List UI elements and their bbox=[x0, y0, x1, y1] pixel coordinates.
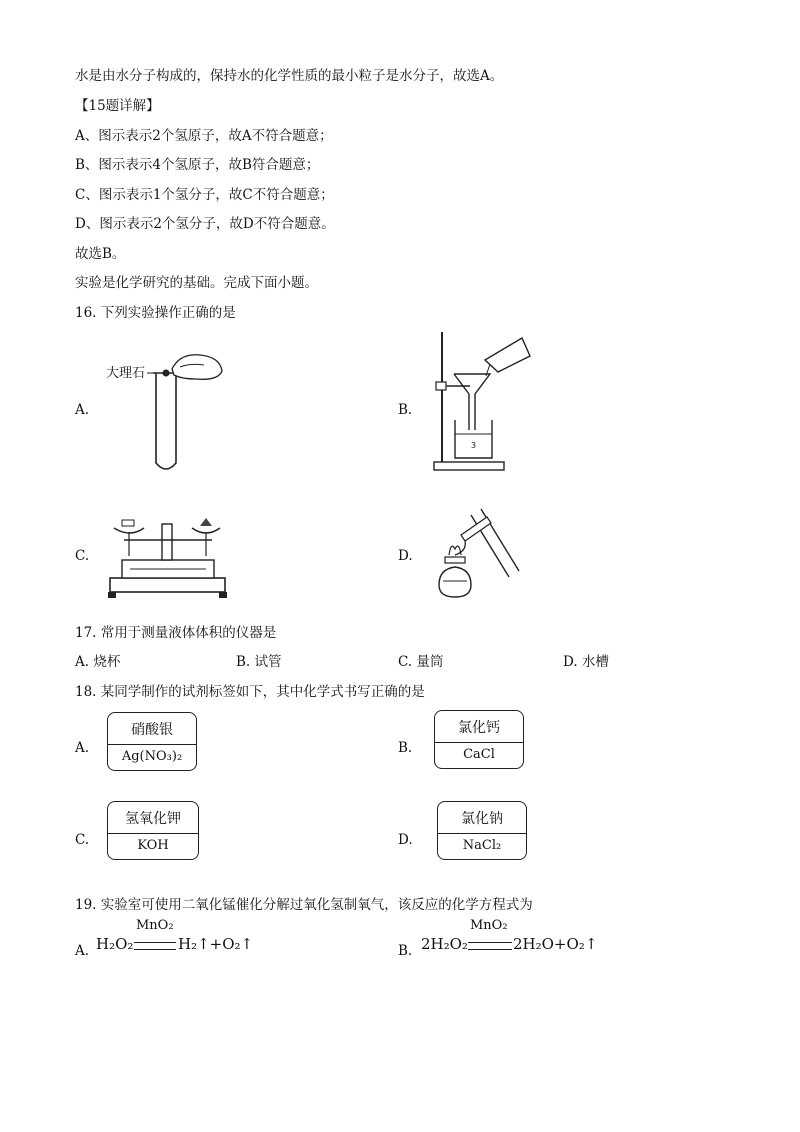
reagent-name-d: 氯化钠 bbox=[461, 811, 503, 827]
reagent-label-a bbox=[107, 712, 197, 771]
q19-option-b-label[interactable]: B. bbox=[398, 943, 413, 959]
equation-b-equals-sign bbox=[468, 942, 512, 950]
equation-a-right: H₂↑+O₂↑ bbox=[178, 935, 254, 953]
section-heading: 【15题详解】 bbox=[75, 98, 160, 114]
equation-b-right: 2H₂O+O₂↑ bbox=[513, 935, 598, 953]
equation-b-left: 2H₂O₂ bbox=[421, 935, 468, 953]
marble-label: 大理石 bbox=[106, 366, 146, 381]
equation-a-equals-sign bbox=[134, 942, 176, 950]
reagent-name-b: 氯化钙 bbox=[458, 720, 500, 736]
question-17-stem: 17. 常用于测量液体体积的仪器是 bbox=[75, 625, 277, 641]
q16-option-c-label[interactable]: C. bbox=[75, 548, 90, 564]
text-line-answer: 故选B。 bbox=[75, 246, 126, 262]
q17-option-a[interactable]: A. 烧杯 bbox=[75, 654, 121, 670]
text-line-c: C、图示表示1个氢分子，故C不符合题意； bbox=[75, 187, 334, 203]
q18-option-d-label[interactable]: D. bbox=[398, 832, 413, 848]
heating-test-tube-figure bbox=[425, 505, 525, 605]
reagent-label-d bbox=[437, 801, 527, 860]
q18-option-c-label[interactable]: C. bbox=[75, 832, 90, 848]
q18-option-b-label[interactable]: B. bbox=[398, 740, 413, 756]
label-divider bbox=[435, 742, 523, 743]
q17-option-d[interactable]: D. 水槽 bbox=[563, 654, 609, 670]
label-divider bbox=[438, 833, 526, 834]
text-line-intro: 实验是化学研究的基础。完成下面小题。 bbox=[75, 275, 318, 291]
reagent-formula-d: NaCl₂ bbox=[462, 838, 502, 853]
equation-b-catalyst: MnO₂ bbox=[470, 918, 508, 933]
text-line-b: B、图示表示4个氢原子，故B符合题意； bbox=[75, 157, 320, 173]
reagent-formula-b: CaCl bbox=[463, 747, 495, 762]
reagent-label-b bbox=[434, 710, 524, 769]
q17-option-b[interactable]: B. 试管 bbox=[236, 654, 282, 670]
question-16-stem: 16. 下列实验操作正确的是 bbox=[75, 305, 236, 321]
q17-option-c[interactable]: C. 量筒 bbox=[398, 654, 444, 670]
equation-a-left: H₂O₂ bbox=[96, 935, 134, 953]
reagent-formula-a: Ag(NO₃)₂ bbox=[121, 749, 183, 764]
text-line-d: D、图示表示2个氢分子，故D不符合题意。 bbox=[75, 216, 335, 232]
q18-option-a-label[interactable]: A. bbox=[75, 740, 90, 756]
filtration-apparatus-figure bbox=[430, 330, 535, 475]
text-line-1: 水是由水分子构成的，保持水的化学性质的最小粒子是水分子，故选A。 bbox=[75, 68, 504, 84]
q16-option-a-label[interactable]: A. bbox=[75, 402, 90, 418]
q19-option-a-label[interactable]: A. bbox=[75, 943, 90, 959]
question-18-stem: 18. 某同学制作的试剂标签如下，其中化学式书写正确的是 bbox=[75, 684, 425, 700]
text-line-a: A、图示表示2个氢原子，故A不符合题意； bbox=[75, 128, 333, 144]
q16-option-b-label[interactable]: B. bbox=[398, 402, 413, 418]
svg-text:3: 3 bbox=[471, 441, 477, 450]
reagent-label-c bbox=[107, 801, 199, 860]
equation-a-catalyst: MnO₂ bbox=[136, 918, 174, 933]
question-19-stem: 19. 实验室可使用二氧化锰催化分解过氧化氢制氧气，该反应的化学方程式为 bbox=[75, 897, 533, 913]
reagent-name-c: 氢氧化钾 bbox=[125, 811, 181, 827]
reagent-formula-c: KOH bbox=[137, 838, 169, 853]
label-divider bbox=[108, 744, 196, 745]
q16-option-d-label[interactable]: D. bbox=[398, 548, 413, 564]
reagent-name-a: 硝酸银 bbox=[131, 722, 173, 738]
label-divider bbox=[108, 833, 198, 834]
balance-scale-figure bbox=[100, 510, 235, 600]
